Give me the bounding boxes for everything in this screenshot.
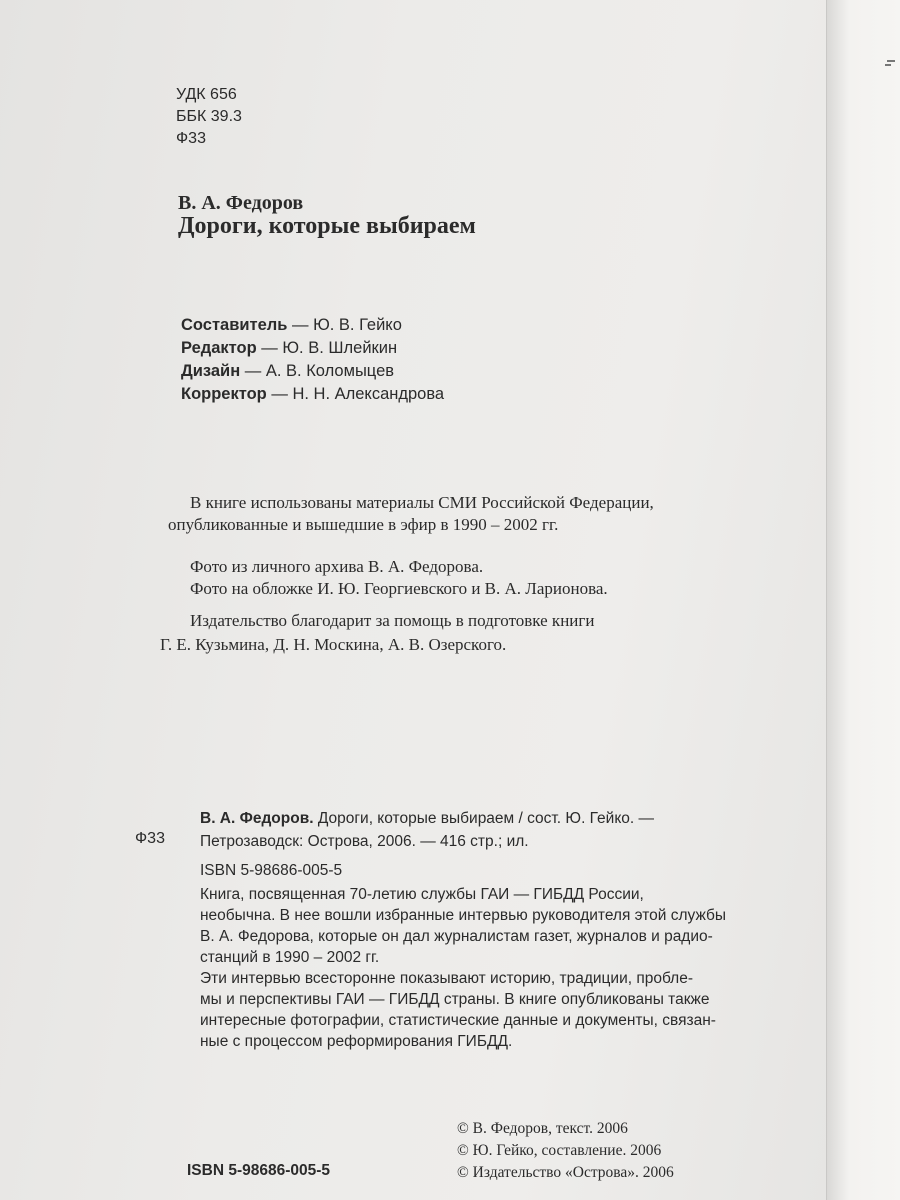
author-name: В. А. Федоров bbox=[178, 192, 304, 214]
annotation-line: Эти интервью всесторонне показывают историю, традиции, пробле- bbox=[200, 970, 694, 987]
credit-role: Корректор bbox=[181, 385, 267, 403]
note-line: опубликованные и вышедшие в эфир в 1990 – 2002 гг. bbox=[168, 515, 559, 534]
copyright-line: © Ю. Гейко, составление. 2006 bbox=[457, 1142, 662, 1159]
credit-role: Редактор bbox=[181, 339, 257, 357]
annotation-line: станций в 1990 – 2002 гг. bbox=[200, 949, 380, 966]
credit-sep: — bbox=[266, 385, 293, 403]
note-line: Издательство благодарит за помощь в подготовке книги bbox=[190, 611, 595, 630]
credit-person: Н. Н. Александрова bbox=[292, 385, 445, 403]
annotation-line: интересные фотографии, статистические данные и документы, связан- bbox=[200, 1012, 716, 1029]
credit-person: Ю. В. Гейко bbox=[313, 316, 402, 334]
catalog-code: Ф33 bbox=[176, 130, 206, 147]
credit-sep: — bbox=[256, 339, 283, 357]
credit-person: А. В. Коломыцев bbox=[265, 362, 395, 380]
adjacent-page-edge bbox=[826, 0, 900, 1200]
copyright-line: © В. Федоров, текст. 2006 bbox=[457, 1120, 628, 1137]
classification-codes bbox=[176, 84, 242, 150]
bibliographic-title: Дороги, которые выбираем / сост. Ю. Гейко. — bbox=[313, 810, 655, 827]
isbn-footer: ISBN 5-98686-005-5 bbox=[187, 1162, 331, 1179]
credit-sep: — bbox=[287, 316, 314, 334]
edge-mark bbox=[887, 60, 895, 62]
annotation-line: мы и перспективы ГАИ — ГИБДД страны. В книге опубликованы также bbox=[200, 991, 710, 1008]
note-line: Фото из личного архива В. А. Федорова. bbox=[190, 557, 484, 576]
annotation-line: В. А. Федорова, которые он дал журналистам газет, журналов и радио- bbox=[200, 928, 713, 945]
credit-proofreader bbox=[181, 383, 444, 406]
annotation-line: Книга, посвященная 70-летию службы ГАИ — ГИБДД России, bbox=[200, 886, 644, 903]
note-line: Г. Е. Кузьмина, Д. Н. Москина, А. В. Озерского. bbox=[160, 635, 507, 654]
annotation-line: необычна. В нее вошли избранные интервью руководителя этой службы bbox=[200, 907, 727, 924]
copyright-block bbox=[457, 1118, 674, 1184]
copyright-line: © Издательство «Острова». 2006 bbox=[457, 1164, 674, 1181]
note-line: Фото на обложке И. Ю. Георгиевского и В. А. Ларионова. bbox=[190, 579, 608, 598]
bibliographic-isbn: ISBN 5-98686-005-5 bbox=[200, 862, 343, 879]
credit-person: Ю. В. Шлейкин bbox=[282, 339, 398, 357]
credit-compiler bbox=[181, 314, 444, 337]
bbk-code: ББК 39.3 bbox=[176, 108, 242, 125]
annotation-line: ные с процессом реформирования ГИБДД. bbox=[200, 1033, 513, 1050]
credit-sep: — bbox=[240, 362, 266, 380]
udk-code: УДК 656 bbox=[176, 86, 237, 103]
credit-role: Дизайн bbox=[181, 362, 241, 380]
credit-design bbox=[181, 360, 444, 383]
bibliographic-line-2: Петрозаводск: Острова, 2006. — 416 стр.; ил. bbox=[200, 833, 529, 850]
annotation bbox=[200, 884, 727, 1052]
credit-role: Составитель bbox=[181, 316, 288, 334]
bibliographic-author: В. А. Федоров. bbox=[200, 810, 314, 827]
edge-mark bbox=[885, 64, 891, 66]
credits-list bbox=[181, 314, 444, 406]
book-title: Дороги, которые выбираем bbox=[178, 213, 476, 239]
bibliographic-line-1 bbox=[200, 808, 654, 829]
credit-editor bbox=[181, 337, 444, 360]
note-line: В книге использованы материалы СМИ Российской Федерации, bbox=[190, 493, 654, 512]
bibliographic-code: Ф33 bbox=[135, 830, 165, 847]
